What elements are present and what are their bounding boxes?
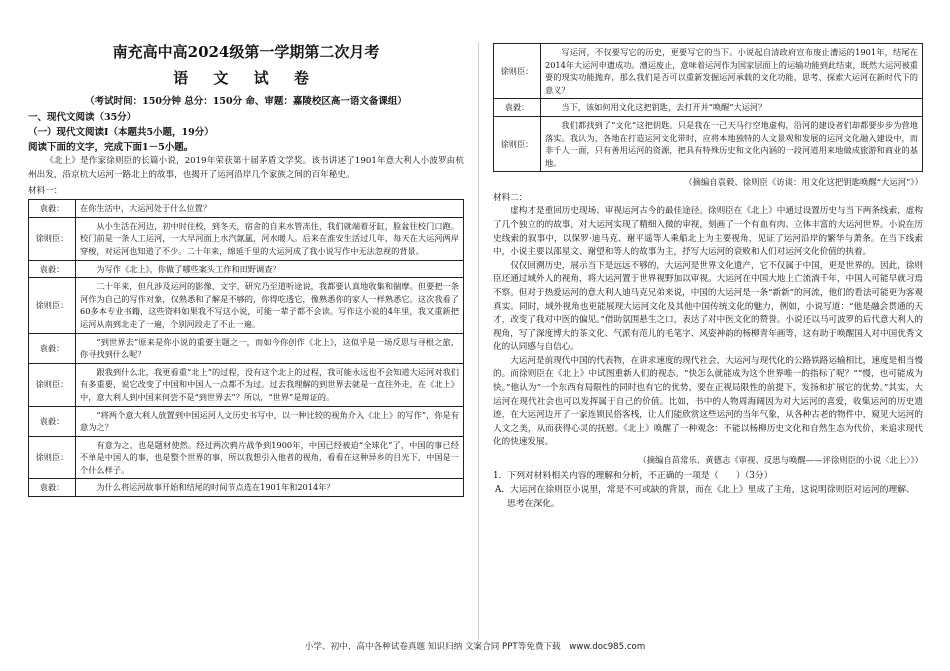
speaker-cell: 袁毅： — [494, 99, 541, 117]
speaker-cell: 徐则臣： — [29, 278, 76, 333]
instruction-text: 阅读下面的文字，完成下面1－5小题。 — [28, 142, 194, 153]
speaker-cell: 袁毅： — [29, 333, 76, 363]
speaker-cell: 袁毅： — [29, 260, 76, 278]
interview-row — [29, 217, 464, 260]
source-note-1: （摘编自袁毅、徐则臣《访谈：用文化这把钥匙唤醒“大运河”》） — [684, 177, 923, 188]
right-column — [493, 42, 923, 511]
question-1-stem: 1．下列对材料相关内容的理解和分析，不正确的一项是（ ）（3分） — [493, 471, 773, 482]
speaker-cell: 袁毅： — [29, 406, 76, 436]
interview-row — [29, 363, 464, 406]
speaker-cell: 袁毅： — [29, 479, 76, 497]
utterance-cell: 我们都找到了“文化”这把钥匙。只是我在一己天马行空地虚构，沿河的建设者们却都要步步为营地落实。我认为，各地在打造运河文化带时，应将本地独特的人文景观和发展的运河文化融入建设中，而非千人一面，只有善用运河的资源，把具有特殊历史和文化内涵的一段河道用来地做成旅游和商业的基地。 — [541, 116, 923, 171]
page-footer: 小学、初中、高中各种试卷真题 知识归纳 文案合同 PPT等免费下载 www.doc985.com — [304, 642, 646, 652]
utterance-cell: 有意为之，也是题材使然。经过两次鸦片战争到1900年，中国已经被迫“全球化”了，中国的事已经不单是中国人的事，也是整个世界的事，所以我想引入他者的视角，看看在这种异乡的目光下，中国是一个什么样子。 — [76, 436, 464, 479]
interview-row — [29, 479, 464, 497]
subsection-heading: （一）现代文阅读Ⅰ（本题共5小题，19分） — [28, 127, 214, 138]
intro-paragraph: 《北上》是作家徐则臣的长篇小说，2019年荣获第十届茅盾文学奖。该书讲述了1901年意大利人小波罗由杭州出发，沿京杭大运河一路北上的故事，也揭开了运河沿岸几个家族之间的百年秘史。 — [28, 156, 464, 180]
column-divider — [478, 42, 479, 640]
interview-row — [494, 99, 923, 117]
interview-table-continued — [493, 43, 923, 172]
interview-row — [29, 436, 464, 479]
utterance-cell: 在你生活中，大运河处于什么位置？ — [76, 200, 464, 218]
interview-row — [29, 333, 464, 363]
interview-row — [29, 278, 464, 333]
utterance-cell: 二十年来，但凡涉及运河的影像、文字、研究乃至道听途说，我都要认真地收集和揣摩。但要把一条河作为自己的写作对象，仅熟悉和了解是不够的，你得吃透它，像熟悉你的家人一样熟悉它。这次我看了60多本专业书籍，这些资料如果我不写这小说，可能一辈子都不会读。写作这小说的4年里，我又重新把运河从南到北走了一遍，个别河段走了不止一遍。 — [76, 278, 464, 333]
exam-info: （考试时间：150分钟 总分：150分 命、审题：嘉陵校区高一语文备课组） — [85, 96, 407, 107]
speaker-cell: 袁毅： — [29, 200, 76, 218]
utterance-cell: 跟我到什么北，我更看重“北上”的过程，没有这个北上的过程，我可能永远也不会知道大运河对我们有多重要，说它改变了中国和中国人一点都不为过。过去我理解的到世界去就是一直往外走，在《北上》中，意大利人到中国来何尝不是“到世界去”？所以，“世界”是辩证的。 — [76, 363, 464, 406]
utterance-cell: “到世界去”原来是你小说的重要主题之一，而如今你创作《北上》，这似乎是一场反思与寻根之旅，你寻找到什么呢？ — [76, 333, 464, 363]
utterance-cell: 写运河，不仅要写它的历史，更要写它的当下。小说起自清政府宣布废止漕运的1901年，结尾在2014年大运河申遗成功。漕运废止，意味着运河作为国家层面上的运输功能到此结束，既然大运河被重要的现实功能抛弃，那么我们是否可以重新发掘运河承载的文化功能，思考、探索大运河在新时代下的意义？ — [541, 44, 923, 99]
exam-subtitle: 语 文 试 卷 — [173, 69, 319, 87]
material1-label: 材料一： — [28, 186, 63, 197]
utterance-cell: 从小生活在河边，初中时住校，到冬天，宿舍的自来水管冻住，我们就端着牙缸，脸盆往校门口跑。校门前是一条人工运河，一大早河面上水汽氤氲，河水暖人。后来在淮安生活过几年，每天在大运河两岸穿梭，对运河也知道了不少。二十年来，绵延千里的大运河成了我小说写作中无法忽视的背景。 — [76, 217, 464, 260]
utterance-cell: “将两个意大利人放置到中国运河人文历史书写中，以一种比较的视角介入《北上》的写作”，你是有意为之？ — [76, 406, 464, 436]
speaker-cell: 徐则臣： — [29, 217, 76, 260]
speaker-cell: 徐则臣： — [494, 116, 541, 171]
source-note-2: （摘编自苗常乐、黄德志《审视、反思与唤醒——评徐则臣的小说〈北上〉》） — [638, 455, 923, 466]
interview-row — [29, 200, 464, 218]
utterance-cell: 当下，该如何用文化这把钥匙，去打开并“唤醒”大运河？ — [541, 99, 923, 117]
section-heading: 一、现代文阅读（35分） — [28, 112, 137, 123]
material2-paragraph: 虚构才是重回历史现场、审视运河古今的最佳途径。徐则臣在《北上》中通过设置历史与当下两条线索，虚构了几个独立的的故事，对大运河实现了精细入微的审视，刻画了一个有血有肉、立体丰富的大运河世界。小说在历史线索的叙事中，以保罗·迪马克、谢平遥等人乘船北上为主要视角，见证了运河沿岸的繁华与萧条。在当下线索中，小说主要以邵星文、谢望和等人的故事为主，抒写大运河的衰败和人们对运河文化价值的执着。 — [493, 206, 923, 258]
interview-row — [29, 260, 464, 278]
interview-row — [29, 406, 464, 436]
interview-row — [494, 44, 923, 99]
exam-title: 南充高中高2024级第一学期第二次月考 — [112, 43, 380, 61]
utterance-cell: 为什么将运河故事开始和结尾的时间节点选在1901年和2014年？ — [76, 479, 464, 497]
speaker-cell: 徐则臣： — [29, 363, 76, 406]
material2-paragraph: 大运河是前现代中国的代表物，在讲求速度的现代社会，大运河与现代化的公路铁路运输相比，速度是相当慢的。而徐则臣在《北上》中试图重新人们的视态。“快怎么就能成为这个世界唯一的指标了呢？”“慢，也可能成为快。”他认为“一个东西有局限性的同时也有它的优势，要在正视局限性的前提下，发扬和扩展它的优势。”其实，大运河在现代社会也可以发挥属于自己的价值。比如，书中的人物周海阔因为对大运河的喜爱，收集运河的历史遗迹，在大运河边开了一家连锁民俗客栈，让人们能欣赏这些运河的当年气象，从各种古老的物件中，窥见大运河的人文之美，从而获得心灵的抚慰。《北上》唤醒了一种观念：不能以杨柳历史文化和自然生态为代价，来追求现代化的快速发展。 — [493, 355, 923, 448]
material2-label: 材料二： — [493, 193, 528, 204]
interview-table — [28, 199, 464, 497]
left-column — [28, 40, 464, 497]
interview-row — [494, 116, 923, 171]
utterance-cell: 为写作《北上》，你做了哪些案头工作和田野调查？ — [76, 260, 464, 278]
question-1-option-a: A．大运河在徐则臣小说里，常是不可或缺的背景，而在《北上》里成了主角，这说明徐则臣对运河的理解、思考在深化。 — [495, 485, 915, 510]
speaker-cell: 徐则臣： — [494, 44, 541, 99]
speaker-cell: 徐则臣： — [29, 436, 76, 479]
material2-paragraph: 仅仅回溯历史，展示当下是远远不够的，大运河是世界文化遗产，它不仅属于中国，更是世界的。因此，徐则臣还通过域外人的视角，将大运河置于世界视野加以审视。大运河在中国大地上亡流淌千年，中国人可能早就习焉不察。但对于热爱运河的意大利人迪马克兄弟来说，中国的大运河是一条“新新”的河流，他们的看法可能更为客观真实。同时，域外视角也更能展现大运河文化及其他中国传统文化的魅力，例如，小说写道：“他是融会贯通的天才，改变了我对中医的偏见。”借助氛围悬生之口，表达了对中医文化的赞誉。小说还以马可波罗的后代意大利人的视角，写了深度博大的茶文化、气派有范儿的毛笔字、风姿神韵的杨柳青年画等，这有助于唤醒国人对中国优秀文化的认同感与自信心。 — [493, 260, 923, 353]
